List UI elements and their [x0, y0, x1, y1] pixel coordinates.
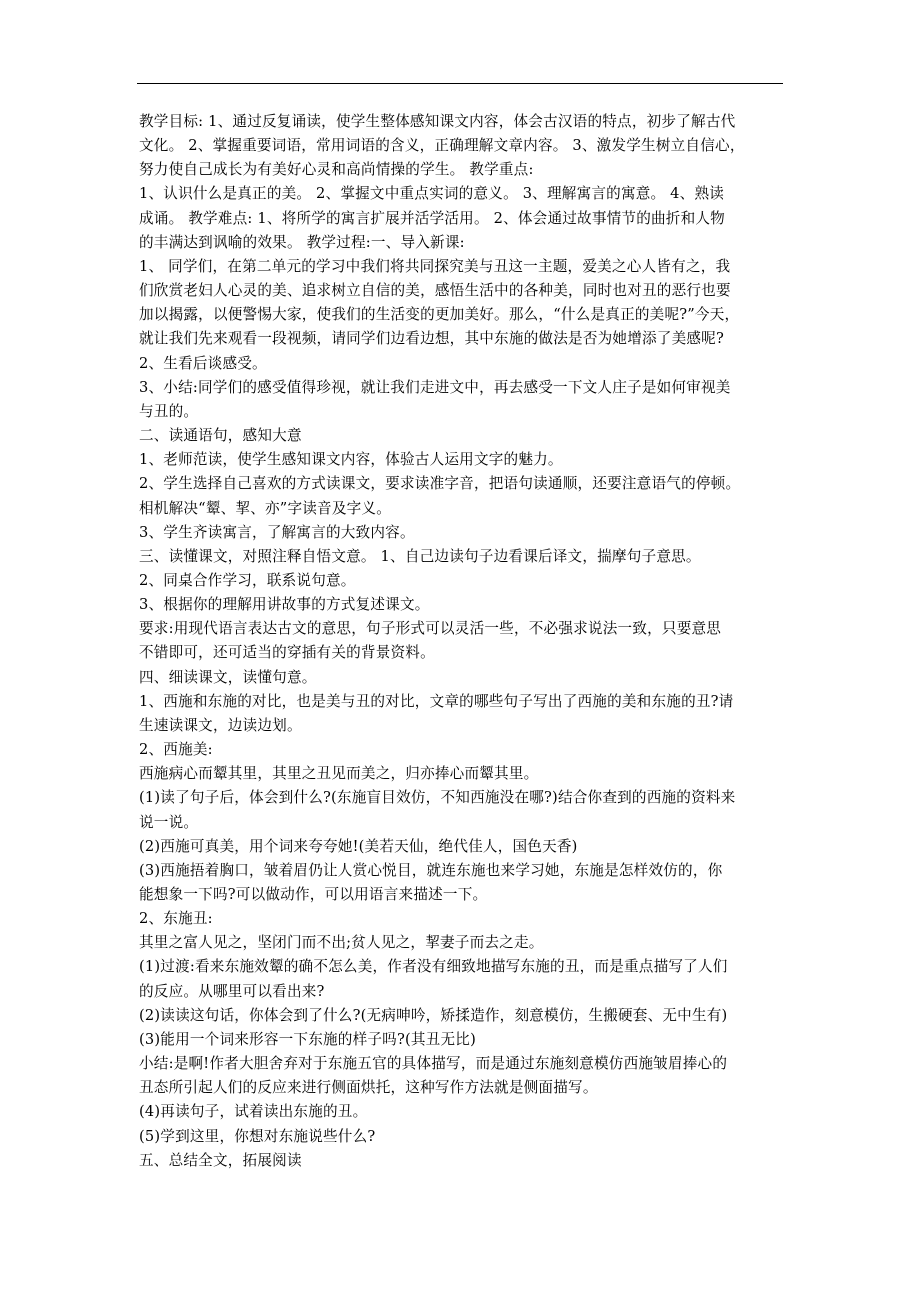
- text-line: 3、小结:同学们的感受值得珍视，就让我们走进文中，再去感受一下文人庄子是如何审视美: [139, 378, 731, 396]
- text-line: 1、 同学们，在第二单元的学习中我们将共同探究美与丑这一主题，爱美之心人皆有之，我: [139, 257, 731, 275]
- text-line: 说一说。: [139, 813, 199, 831]
- text-line: 2、东施丑:: [139, 910, 213, 928]
- text-line: (2)读读这句话，你体会到了什么?(无病呻吟，矫揉造作，刻意模仿，生搬硬套、无中生有): [139, 1006, 728, 1024]
- text-line: 与丑的。: [139, 402, 199, 420]
- text-line: 的反应。从哪里可以看出来?: [139, 982, 325, 1000]
- section-heading: 四、细读课文，读懂句意。: [139, 668, 317, 686]
- text-line: 教学目标: 1、通过反复诵读，使学生整体感知课文内容，体会古汉语的特点，初步了解古代: [139, 113, 736, 130]
- text-line: 相机解决“颦、挈、亦”字读音及字义。: [139, 499, 392, 517]
- text-line: 1、认识什么是真正的美。 2、掌握文中重点实词的意义。 3、理解寓言的寓意。 4、熟读: [139, 185, 725, 203]
- text-line: (4)再读句子，试着读出东施的丑。: [139, 1103, 368, 1121]
- text-line: 2、生看后谈感受。: [139, 354, 267, 372]
- section-heading: 三、读懂课文，对照注释自悟文意。 1、自己边读句子边看课后译文，揣摩句子意思。: [139, 547, 701, 565]
- text-line: 的丰满达到讽喻的效果。 教学过程:一、导入新课:: [139, 233, 465, 251]
- text-line: 不错即可，还可适当的穿插有关的背景资料。: [139, 644, 435, 662]
- text-line: (3)能用一个词来形容一下东施的样子吗?(其丑无比): [139, 1030, 476, 1048]
- section-heading: 二、读通语句，感知大意: [139, 427, 302, 445]
- text-line: 能想象一下吗?可以做动作，可以用语言来描述一下。: [139, 886, 488, 903]
- section-heading: 五、总结全文，拓展阅读: [139, 1151, 302, 1169]
- document-body: [139, 110, 791, 1173]
- text-line: 1、西施和东施的对比，也是美与丑的对比，文章的哪些句子写出了西施的美和东施的丑?请: [139, 692, 734, 710]
- text-line: 要求:用现代语言表达古文的意思，句子形式可以灵活一些，不必强求说法一致，只要意思: [139, 620, 722, 638]
- text-line: (5)学到这里，你想对东施说些什么?: [139, 1127, 376, 1145]
- header-rule: [137, 83, 783, 84]
- text-line: (1)过渡:看来东施效颦的确不怎么美，作者没有细致地描写东施的丑，而是重点描写了人们: [139, 958, 728, 976]
- text-line: 1、老师范读，使学生感知课文内容，体验古人运用文字的魅力。: [139, 451, 563, 469]
- text-line: (2)西施可真美，用个词来夸夸她!(美若天仙，绝代佳人，国色天香): [139, 837, 578, 855]
- text-line: 文化。 2、掌握重要词语，常用词语的含义，正确理解文章内容。 3、激发学生树立自信心，: [139, 137, 745, 155]
- text-line: 加以揭露，以便警惕大家，使我们的生活变的更加美好。那么，“什么是真正的美呢?”今天，: [139, 306, 740, 324]
- text-line: 西施病心而颦其里，其里之丑见而美之，归亦捧心而颦其里。: [139, 765, 539, 783]
- text-line: 们欣赏老妇人心灵的美、追求树立自信的美，感悟生活中的各种美，同时也对丑的恶行也要: [139, 282, 731, 300]
- text-line: 丑态所引起人们的反应来进行侧面烘托，这种写作方法就是侧面描写。: [139, 1079, 598, 1097]
- text-line: 小结:是啊!作者大胆舍弃对于东施五官的具体描写，而是通过东施刻意模仿西施皱眉捧心的: [139, 1055, 728, 1073]
- text-line: 其里之富人见之，坚闭门而不出;贫人见之，挈妻子而去之走。: [139, 934, 544, 952]
- text-line: 2、同桌合作学习，联系说句意。: [139, 571, 356, 589]
- text-line: 3、学生齐读寓言，了解寓言的大致内容。: [139, 523, 415, 541]
- text-line: 生速读课文，边读边划。: [139, 716, 302, 734]
- text-line: 就让我们先来观看一段视频，请同学们边看边想，其中东施的做法是否为她增添了美感呢?: [139, 330, 724, 348]
- text-line: 努力使自己成长为有美好心灵和高尚情操的学生。 教学重点:: [139, 161, 534, 179]
- text-line: 2、学生选择自己喜欢的方式读课文，要求读准字音，把语句读通顺，还要注意语气的停顿。: [139, 475, 741, 493]
- text-line: (1)读了句子后，体会到什么?(东施盲目效仿，不知西施没在哪?)结合你查到的西施的资料来: [139, 789, 736, 807]
- text-line: 2、西施美:: [139, 741, 213, 759]
- text-line: 3、根据你的理解用讲故事的方式复述课文。: [139, 596, 430, 614]
- text-line: 成诵。 教学难点: 1、将所学的寓言扩展并活学活用。 2、体会通过故事情节的曲折和人物: [139, 209, 725, 227]
- text-line: (3)西施捂着胸口，皱着眉仍让人赏心悦目，就连东施也来学习她，东施是怎样效仿的，你: [139, 861, 723, 879]
